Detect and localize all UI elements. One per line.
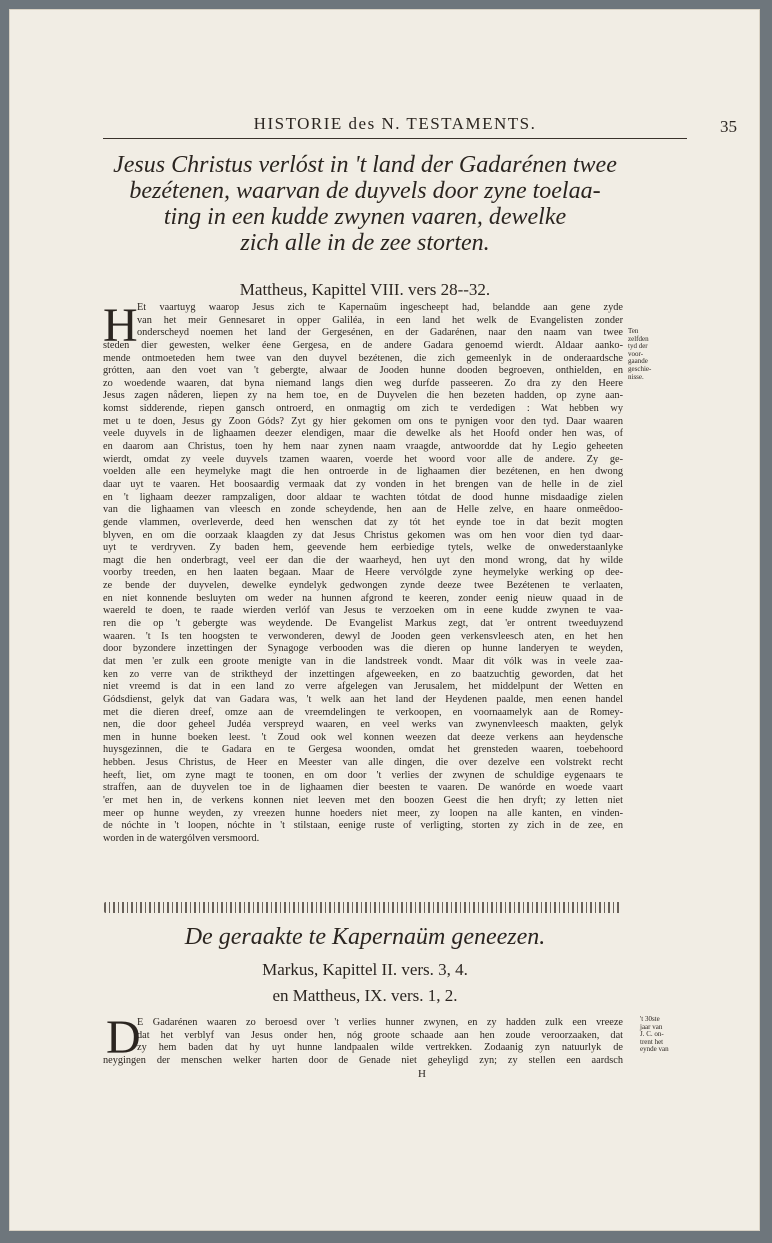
signature-mark: H <box>418 1068 426 1080</box>
text-line: wierdt, omdat zy veele duyvels tzamen waaren, voerde het woord voor alle de andere. Zy ge- <box>103 453 623 465</box>
title-line: bezétenen, waarvan de duyvels door zyne toelaa- <box>129 178 601 204</box>
margin-note-line: nisse. <box>628 372 644 381</box>
margin-note-line: zelfden <box>628 334 649 343</box>
text-line: niet vreemd is dat in een land zo verre afgelegen van Jerusalem, het middelpunt der Wetten en <box>103 681 623 693</box>
section1-body <box>103 299 623 846</box>
text-line: ze bende der duyvelen, dewelke eyndelyk gedwongen zynde deeze twee Bezétenen te verlaaten, <box>103 580 623 592</box>
text-line: straffen, aan de duyvelen toe in de lighaamen dier beesten te vaaren. De wanórde en woede vaart <box>103 782 623 794</box>
text-line: ken zo verre van de striktheyd der inzettingen afgeweeken, en zo baatzuchtig geworden, dat het <box>103 668 623 680</box>
text-line: van die lighaamen van vleesch en zonde scheydende, hen aan de Helle zelve, en haare onmeêdoo- <box>103 504 623 516</box>
margin-note-line: jaar van <box>640 1022 663 1031</box>
drop-cap: H <box>103 299 138 352</box>
text-line: dat men 'er zulk een groote menigte van in die landstreek vondt. Maar dit vólk was in veele zaa- <box>103 655 623 667</box>
text-line: men in hunne boeken leest. 't Zoud ook wel konnen weezen dat deeze verkens aan heydensche <box>103 731 623 743</box>
text-line: meer op hunne weyden, zy vreezen hunne hoeders niet meer, zy loopen na alle kanten, en vinden- <box>103 807 623 819</box>
text-line: de nóchte in 't loopen, nóchte in 't stilstaan, eenige ruste of verligting, storten zy zich in de zee, en <box>103 820 623 832</box>
title-line: zich alle in de zee storten. <box>240 230 490 256</box>
text-line: Gódsdienst, gelyk dat van Gadara was, 't welk aan het land der Heydenen paalde, men eenen handel <box>103 693 623 705</box>
text-line: en daarom aan Christus, toen hy hem naar zynen naam vraagde, antwoordde dat hy Legio geheeten <box>103 441 623 453</box>
text-line: gende vlammen, overleverde, deed hen wenschen dat zy tót het eynde toe in dat bezit mogten <box>103 516 623 528</box>
text-line: zo woedende waaren, dat byna niemand langs dien weg durfde passeeren. Zo dra zy den Heere <box>103 377 623 389</box>
text-line: dat het verblyf van Jesus onder hen, nóg groote schaade aan hen zoude veroorzaaken, dat <box>137 1029 623 1041</box>
text-line: onderscheyd noemen het land der Gergesénen, en der Gadarénen, naar den naam van twee <box>137 327 623 339</box>
text-line: daar uyt te vaaren. Het boosaardig vermaak dat zy vonden in het brengen van de helle in de ziel <box>103 478 623 490</box>
text-line: ren die op 't gebergte was weydende. De Evangelist Markus zegt, dat 'er ontrent tweeduyzend <box>103 618 623 630</box>
text-line: uyt te verdryven. Zy baden hem, geevende hem eerbiedige tytels, welke de onwederstaanlyke <box>103 542 623 554</box>
text-line: steden dier gewesten, welker éene Gergesa, en de andere Gadara genoemd wierdt. Aldaar aanko- <box>103 339 623 351</box>
section2-body <box>103 1011 623 1068</box>
margin-note <box>628 328 651 381</box>
title-line: ting in een kudde zwynen vaaren, dewelke <box>163 204 567 230</box>
text-line: door byzondere inzettingen der Synagoge verbooden was die dieren op hunne landeryen te weyden, <box>103 643 623 655</box>
text-line: 'er met hen in, de verkens konnen niet leeven met den boozen Geest die hen dryft; zy letten niet <box>103 794 623 806</box>
section1-title <box>95 152 635 256</box>
text-line: komst sidderende, riepen gansch ontroerd, en onmagtig om zich te verdedigen : Wat hebben wy <box>103 403 623 415</box>
text-line: neygingen der menschen welker harten door de Genade niet geheyligd zyn; zy stellen een aardsch <box>103 1054 623 1066</box>
text-line: Jesus zagen nåderen, liepen zy na hem toe, en de Duyvelen die hen bezeten hadden, op zyne aan- <box>103 390 623 402</box>
running-title: HISTORIE des N. TESTAMENTS. <box>253 114 537 133</box>
section2-title: De geraakte te Kapernaüm geneezen. <box>184 924 546 950</box>
margin-note-line: tyd der <box>628 342 648 351</box>
text-line: met die dieren dreef, omze aan de vreemdelingen te verkoopen, en voornaamelyk aan de Romey- <box>103 706 623 718</box>
text-line: waereld te doen, te raade wierden verlóf van Jesus te verzoeken om in eene kudde zwynen te vaa- <box>103 605 623 617</box>
text-line: huysgezinnen, die te Gadara en te Gergesa woonden, omdat het grensteden waaren, toebehoord <box>103 744 623 756</box>
text-line: voorby treeden, en hen laaten begaan. Maar de Heere vervólgde zyne heymelyke werking op dee- <box>103 567 623 579</box>
margin-note-line: trent het <box>640 1037 664 1046</box>
text-line: en 't lighaam deezer rampzaligen, door aldaar te wachten tótdat de dood hunne misdaadige zielen <box>103 491 623 503</box>
margin-note-line: eynde van <box>640 1045 669 1054</box>
margin-note-line: geschie- <box>628 364 652 373</box>
text-line: zy hem baden dat hy uyt hunne landpaalen wilde vertrekken. Zodaanig zyn natuurlyk de <box>137 1042 623 1054</box>
text-line: veele duyvels in de lighaamen deezer elendigen, maar die dewelke als het Hoofd onder hen was, of <box>103 428 623 440</box>
text-line: voelden alle een heymelyke magt die hen ontroerde in de lighaamen dier bezétenen, en hen dwong <box>103 466 623 478</box>
text-line: met u te doen, Jesus gy Zoon Góds? Zyt gy hier gekomen om ons te pynigen voor den tyd. Daar waaren <box>103 415 623 427</box>
text-line: nen, die door geheel Judéa verspreyd waaren, en veel werks van zwynenvleesch maakten, gelyk <box>103 719 623 731</box>
text-line: blyven, en om die oorzaak klaagden zy dat Jesus Christus gekomen was om hen voor dien tyd daar- <box>103 529 623 541</box>
text-line: van het meir Gennesaret in opper Galiléa, in een land het welk de Evangelisten zonder <box>137 314 623 326</box>
text-line: worden in de watergólven versmoord. <box>103 832 260 844</box>
text-line: en niet konnende besluyten om weder na hunnen afgrond te keeren, zonder eenig nieuw quaad in de <box>103 592 623 604</box>
page-number: 35 <box>720 117 737 136</box>
margin-note-line: 't 30ste <box>640 1015 660 1023</box>
margin-note-line: gaande <box>628 357 648 366</box>
text-line: E Gadarénen waaren zo beroesd over 't verlies hunner zwynen, en zy hadden zulk een vreeze <box>137 1017 623 1028</box>
text-line: mende ontmoeteden hem twee van den duyvel bezétenen, die zich gemeenlyk in de onderaardsche <box>103 352 623 364</box>
margin-note-line: Ten <box>628 327 639 335</box>
margin-note-line: voor- <box>628 349 644 358</box>
text-line: magt die hen onderbragt, veel eer dan die der waarheyd, hen uyt den mond wrong, dat hy wilde <box>103 554 623 566</box>
section2-reference-line: Markus, Kapittel II. vers. 3, 4. <box>262 960 468 979</box>
ornamental-divider <box>104 902 622 913</box>
margin-note <box>640 1016 669 1054</box>
text-line: grótten, aan den voet van 't gebergte, alwaar de Jooden hunne dooden begroeven, onthielden, en <box>103 365 623 377</box>
text-line: hebben. Jesus Christus, de Heer en Meester van alle dingen, die over dezelve een volstrekt recht <box>103 757 623 769</box>
title-line: Jesus Christus verlóst in 't land der Gadarénen twee <box>113 152 617 178</box>
text-line: waaren. 't Is ten hoogsten te verwonderen, dewyl de Jooden geen verkensvleesch aten, en het hen <box>103 630 623 642</box>
margin-note-line: J. C. on- <box>640 1030 664 1039</box>
text-line: heeft, liet, om zyne magt te toonen, en om door 't verlies der zwynen de schuldige eygenaars te <box>103 769 623 781</box>
section1-reference: Mattheus, Kapittel VIII. vers 28--32. <box>239 280 491 299</box>
section2-reference-line: en Mattheus, IX. vers. 1, 2. <box>272 986 458 1005</box>
running-header <box>103 112 737 139</box>
drop-cap: D <box>106 1011 141 1064</box>
text-line: Et vaartuyg waarop Jesus zich te Kapernaüm ingescheept had, belandde aan gene zyde <box>137 302 623 313</box>
